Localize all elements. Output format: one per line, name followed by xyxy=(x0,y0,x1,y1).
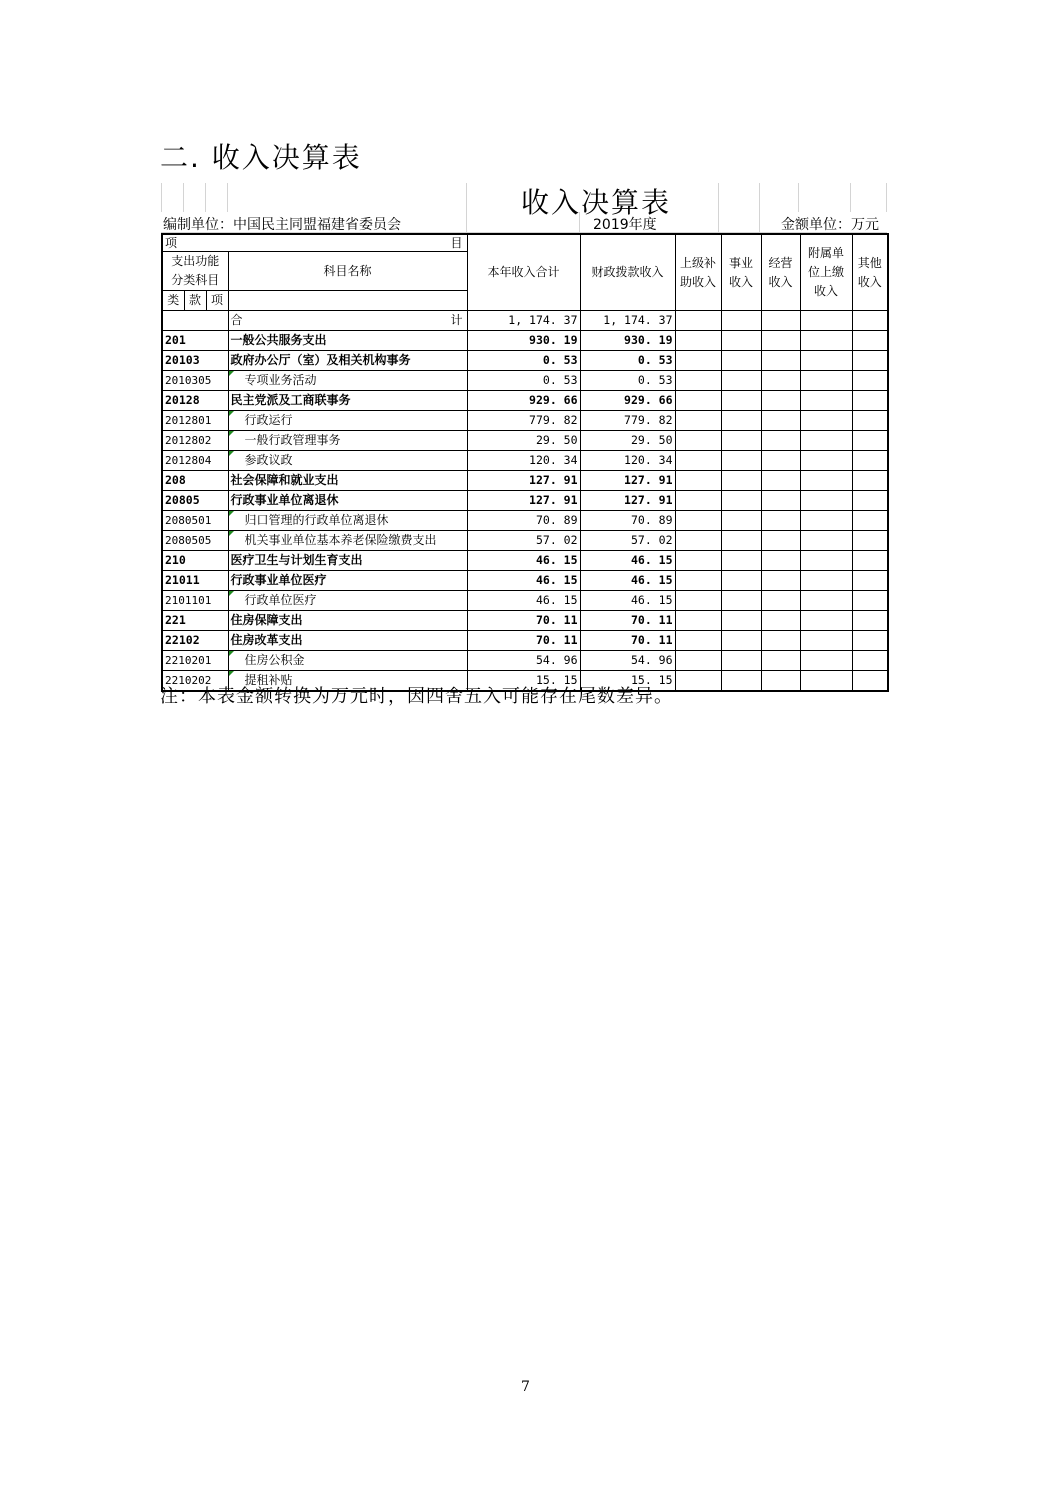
table-row: 2210201 住房公积金 54. 96 54. 96 xyxy=(162,651,888,671)
header-kuan: 款 xyxy=(184,291,206,311)
total-fiscal-value: 1, 174. 37 xyxy=(580,311,675,331)
header-other-line1: 其他 xyxy=(857,255,882,270)
table-meta-row xyxy=(161,212,887,233)
table-row: 210 医疗卫生与计划生育支出 46. 15 46. 15 xyxy=(162,551,888,571)
total-ji: 计 xyxy=(450,313,463,327)
table-row: 22102 住房改革支出 70. 11 70. 11 xyxy=(162,631,888,651)
table-title: 收入决算表 xyxy=(520,186,671,219)
header-fiscal: 财政拨款收入 xyxy=(580,234,675,311)
header-affiliated-line2: 位上缴 xyxy=(808,265,845,279)
table-row: 2010305 专项业务活动 0. 53 0. 53 xyxy=(162,371,888,391)
header-business-line1: 事业 xyxy=(729,255,754,270)
total-row xyxy=(162,311,888,331)
header-superior-line1: 上级补 xyxy=(680,255,717,270)
header-mu: 目 xyxy=(450,236,463,250)
header-superior-line2: 助收入 xyxy=(680,274,717,289)
header-business-line2: 收入 xyxy=(729,274,754,289)
table-row: 2012802 一般行政管理事务 29. 50 29. 50 xyxy=(162,431,888,451)
table-row: 2101101 行政单位医疗 46. 15 46. 15 xyxy=(162,591,888,611)
header-operating-line2: 收入 xyxy=(768,274,793,289)
compiling-unit: 编制单位：中国民主同盟福建省委员会 xyxy=(163,217,401,233)
table-row: 21011 行政事业单位医疗 46. 15 46. 15 xyxy=(162,571,888,591)
header-operating-line1: 经营 xyxy=(768,255,793,270)
header-other-line2: 收入 xyxy=(857,274,882,289)
header-business xyxy=(721,234,761,311)
total-income-value: 1, 174. 37 xyxy=(467,311,580,331)
table-row: 2080501 归口管理的行政单位离退休 70. 89 70. 89 xyxy=(162,511,888,531)
table-title-row xyxy=(161,183,887,219)
header-affiliated xyxy=(800,234,852,311)
header-xiang: 项 xyxy=(165,236,178,250)
header-operating xyxy=(761,234,800,311)
income-table-sheet xyxy=(161,183,887,692)
header-xiang2: 项 xyxy=(206,291,228,311)
header-superior xyxy=(675,234,721,311)
total-he: 合 xyxy=(230,313,243,327)
section-heading: 二. 收入决算表 xyxy=(160,141,362,174)
table-row: 2012804 参政议政 120. 34 120. 34 xyxy=(162,451,888,471)
header-affiliated-line3: 收入 xyxy=(814,284,839,298)
income-table xyxy=(161,233,889,692)
fiscal-year: 2019年度 xyxy=(593,217,657,233)
total-label xyxy=(228,311,467,331)
header-lei: 类 xyxy=(162,291,184,311)
header-other xyxy=(852,234,888,311)
table-row: 2080505 机关事业单位基本养老保险缴费支出 57. 02 57. 02 xyxy=(162,531,888,551)
amount-unit: 金额单位：万元 xyxy=(781,217,879,233)
table-row: 221 住房保障支出 70. 11 70. 11 xyxy=(162,611,888,631)
header-affiliated-line1: 附属单 xyxy=(808,246,845,260)
header-func-class-line2: 分类科目 xyxy=(171,273,220,287)
header-row-1 xyxy=(162,234,888,252)
header-func-class xyxy=(162,252,228,291)
table-row: 2012801 行政运行 779. 82 779. 82 xyxy=(162,411,888,431)
header-total-income: 本年收入合计 xyxy=(467,234,580,311)
table-row: 20128 民主党派及工商联事务 929. 66 929. 66 xyxy=(162,391,888,411)
header-func-class-line1: 支出功能 xyxy=(171,254,220,268)
header-subject-name: 科目名称 xyxy=(228,252,467,291)
table-row: 208 社会保障和就业支出 127. 91 127. 91 xyxy=(162,471,888,491)
footnote: 注：本表金额转换为万元时，因四舍五入可能存在尾数差异。 xyxy=(160,686,673,707)
page-number: 7 xyxy=(521,1379,530,1395)
table-row: 20103 政府办公厅（室）及相关机构事务 0. 53 0. 53 xyxy=(162,351,888,371)
table-row: 201 一般公共服务支出 930. 19 930. 19 xyxy=(162,331,888,351)
table-row: 20805 行政事业单位离退休 127. 91 127. 91 xyxy=(162,491,888,511)
table-row: 2210202 提租补贴 15. 15 15. 15 xyxy=(162,671,888,692)
